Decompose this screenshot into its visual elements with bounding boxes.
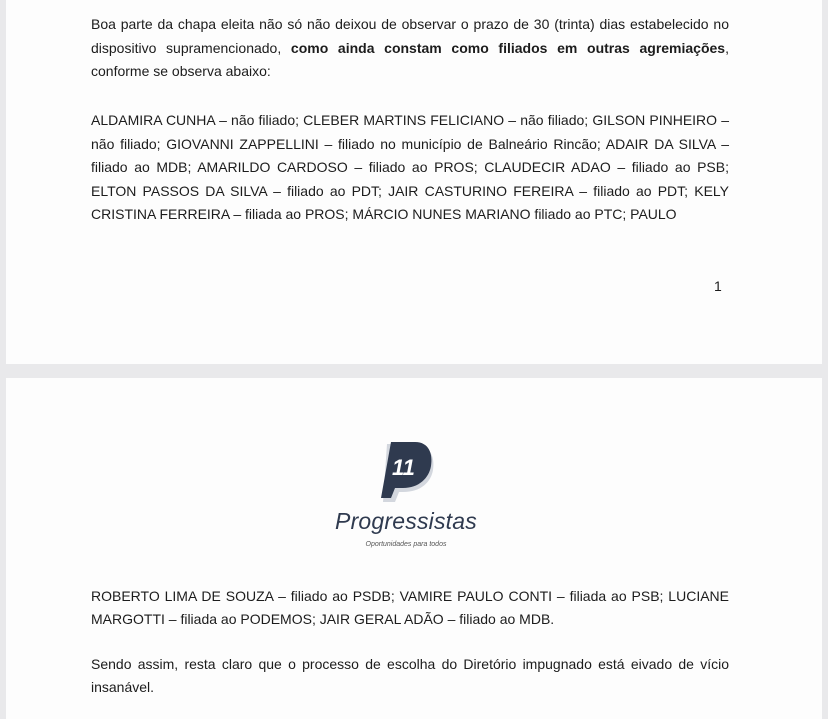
paragraph-chapa-eleita	[91, 13, 729, 84]
paragraph-member-list-continued: ROBERTO LIMA DE SOUZA – filiado ao PSDB; VAMIRE PAULO CONTI – filiada ao PSB; LUCIANE MARGOTTI – filiada ao PODEMOS; JAIR GERAL ADÃO – filiado ao MDB.	[91, 588, 729, 627]
logo-tagline: Oportunidades para todos	[365, 541, 447, 548]
party-p-icon	[373, 438, 439, 504]
paragraph-text: Boa parte da chapa eleita não só não deixou de observar o prazo de 30 (trinta) dias estabelecido no dispositivo supramencionado,	[91, 16, 729, 56]
bold-emphasis: como ainda constam como filiados em outras agremiações	[290, 39, 726, 56]
page-number: 1	[714, 278, 722, 294]
logo-name: Progressistas	[335, 508, 477, 534]
document-page-2	[6, 378, 822, 719]
paragraph-member-list: ALDAMIRA CUNHA – não filiado; CLEBER MARTINS FELICIANO – não filiado; GILSON PINHEIRO – não filiado; GIOVANNI ZAPPELLINI – filiado no município de Balneário Rincão; ADAIR DA SILVA – filiado ao MDB; AMARILDO CARDOSO – filiado ao PROS; CLAUDECIR ADAO – filiado ao PSB; ELTON PASSOS DA SILVA – filiado ao PDT; JAIR CASTURINO FEREIRA – filiado ao PDT; KELY CRISTINA FERREIRA – filiada ao PROS; MÁRCIO NUNES MARIANO filiado ao PTC; PAULO	[91, 112, 729, 222]
paragraph-text: , conforme se observa abaixo:	[91, 39, 729, 79]
document-page-1	[6, 0, 822, 364]
paragraph-conclusion: Sendo assim, resta claro que o processo de escolha do Diretório impugnado está eivado de vício insanável.	[91, 656, 729, 695]
logo-number: 11	[392, 455, 415, 480]
progressistas-logo	[306, 438, 506, 558]
